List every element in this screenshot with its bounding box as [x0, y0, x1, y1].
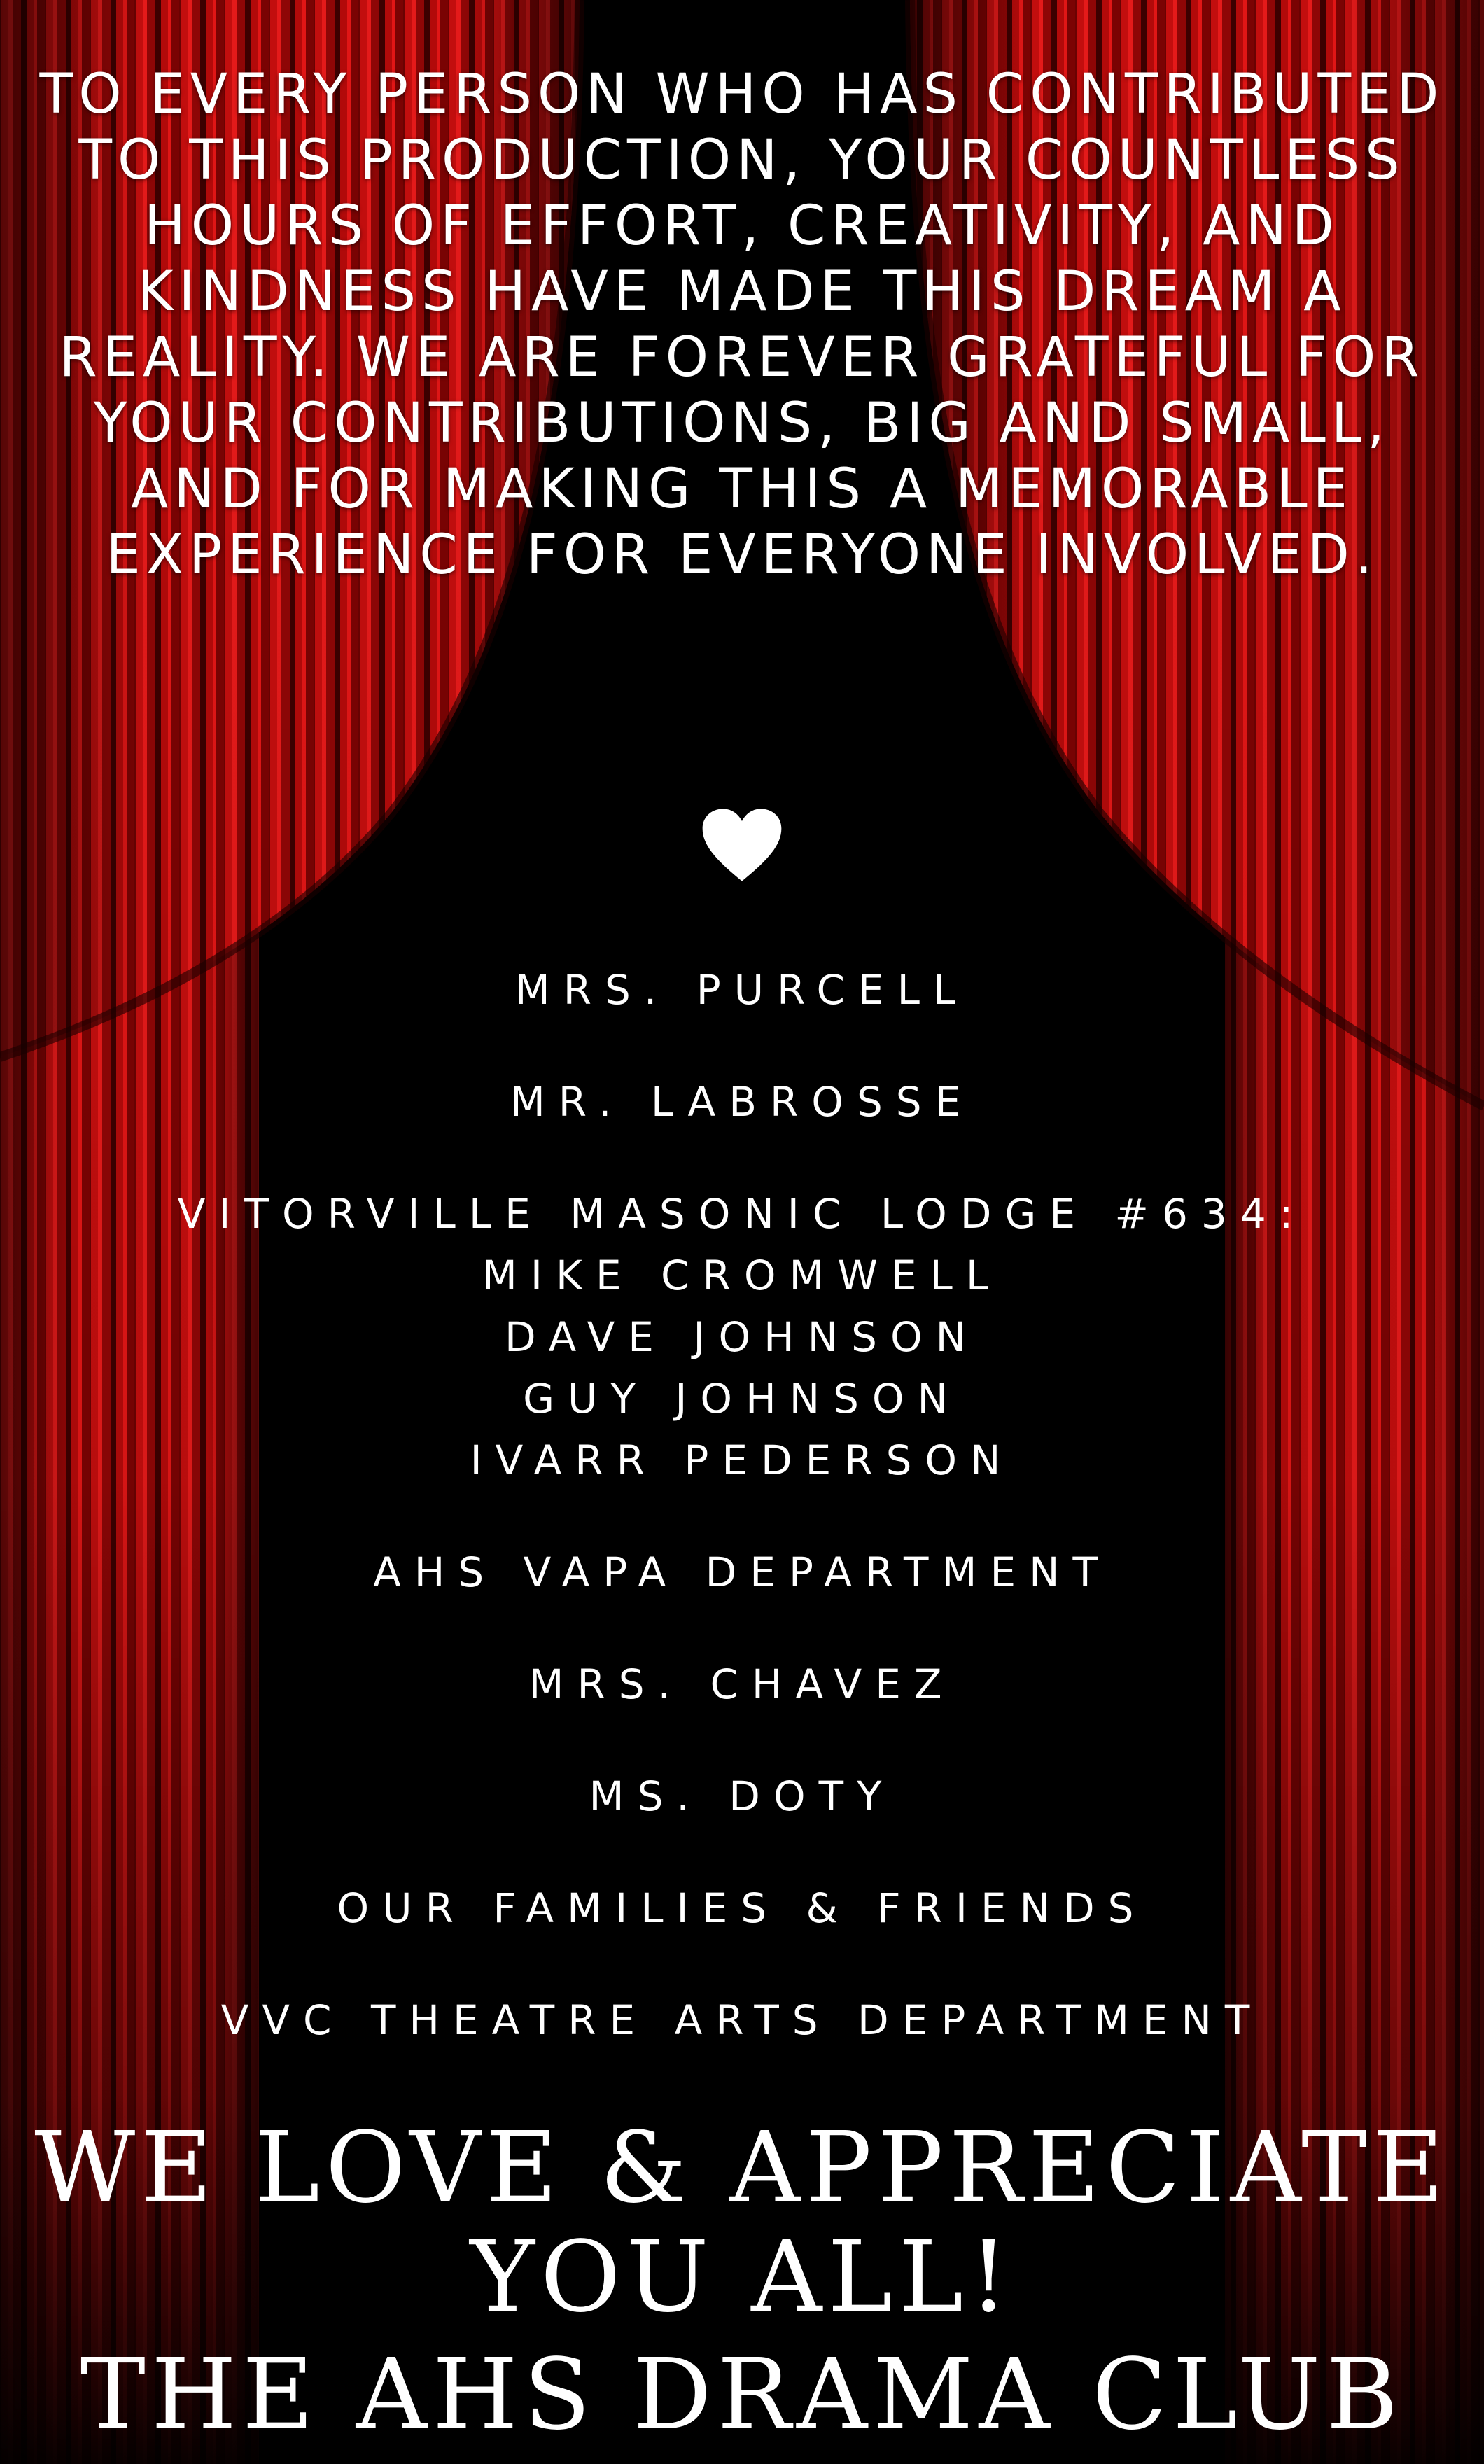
credit-ms-doty: MS. DOTY: [589, 1772, 895, 1820]
lodge-member: IVARR PEDERSON: [470, 1436, 1014, 1484]
lodge-title: VITORVILLE MASONIC LODGE #634:: [177, 1190, 1307, 1238]
thank-you-message: TO EVERY PERSON WHO HAS CONTRIBUTED TO THIS PRODUCTION, YOUR COUNTLESS HOURS OF EFFORT, CREATIVITY, AND KINDNESS HAVE MADE THIS DREAM A REALITY. WE ARE FOREVER GRATEFUL FOR YOUR CONTRIBUTIONS, BIG AND SMALL, AND FOR MAKING THIS A MEMORABLE EXPERIENCE FOR EVERYONE INVOLVED.: [39, 63, 1445, 587]
lodge-member: MIKE CROMWELL: [482, 1252, 1002, 1299]
credit-mrs-chavez: MRS. CHAVEZ: [528, 1660, 955, 1708]
credit-masonic-lodge: [0, 1183, 1484, 1491]
credit-mr-labrosse: MR. LABROSSE: [510, 1078, 974, 1126]
credit-ahs-vapa: AHS VAPA DEPARTMENT: [373, 1548, 1111, 1596]
club-signature: THE AHS DRAMA CLUB: [80, 2338, 1404, 2452]
lodge-member: DAVE JOHNSON: [505, 1313, 979, 1361]
closing-line-2: YOU ALL!: [470, 2220, 1014, 2334]
heart-icon: [701, 807, 783, 883]
closing-line-1: WE LOVE & APPRECIATE: [34, 2111, 1450, 2225]
closing-message: [0, 2111, 1484, 2334]
credit-mrs-purcell: MRS. PURCELL: [514, 966, 969, 1014]
credit-families-friends: OUR FAMILIES & FRIENDS: [337, 1884, 1147, 1932]
lodge-member: GUY JOHNSON: [523, 1375, 961, 1422]
credit-vvc-theatre: VVC THEATRE ARTS DEPARTMENT: [220, 1996, 1264, 2044]
